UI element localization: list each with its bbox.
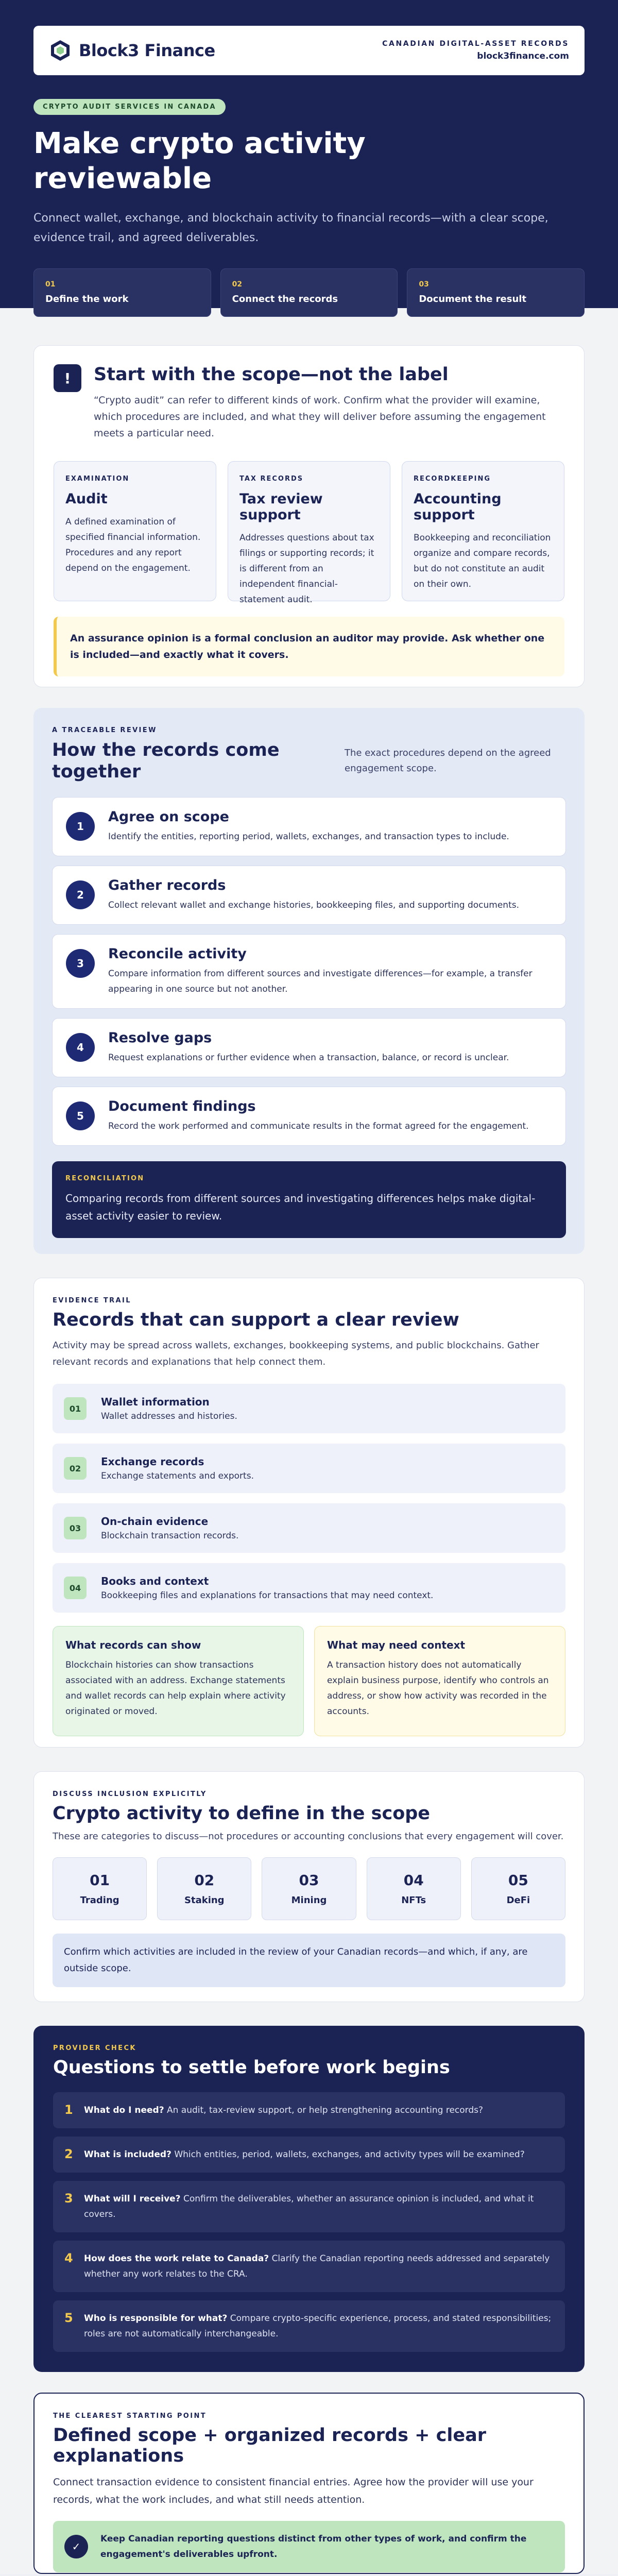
brand-kicker: CANADIAN DIGITAL-ASSET RECORDS bbox=[382, 40, 569, 48]
hero-step-label: Connect the records bbox=[232, 294, 338, 304]
question-text bbox=[84, 2191, 554, 2222]
brand-domain-link[interactable]: block3finance.com bbox=[477, 51, 569, 61]
item-number-badge: 02 bbox=[64, 1457, 87, 1480]
questions-section bbox=[33, 2026, 585, 2372]
question-answer: An audit, tax-review support, or help strengthening accounting records? bbox=[166, 2105, 484, 2115]
hero-steps bbox=[33, 268, 585, 317]
question-answer: Clarify the Canadian reporting needs addressed and separately whether any work relates to the CRA. bbox=[84, 2253, 550, 2279]
step-number-badge: 3 bbox=[66, 949, 95, 978]
activity-name: Staking bbox=[184, 1895, 225, 1906]
question-answer: Which entities, period, wallets, exchanges, and activity types will be examined? bbox=[174, 2149, 525, 2160]
activity-tile-trading bbox=[53, 1857, 147, 1920]
questions-kicker: PROVIDER CHECK bbox=[53, 2044, 136, 2052]
step-title: Resolve gaps bbox=[108, 1030, 212, 1046]
step-body: Request explanations or further evidence when a transaction, balance, or record is unclear. bbox=[108, 1053, 509, 1063]
records-show-title: What records can show bbox=[65, 1639, 201, 1651]
item-number-badge: 01 bbox=[64, 1397, 87, 1420]
process-step bbox=[52, 1018, 566, 1077]
process-step bbox=[52, 797, 566, 856]
records-show-body: Blockchain histories can show transactions associated with an address. Exchange statements and wallet records can help explain where activity originated or moved. bbox=[65, 1660, 286, 1717]
step-number-badge: 4 bbox=[66, 1033, 95, 1062]
activity-name: NFTs bbox=[401, 1895, 426, 1906]
category-title: Tax review support bbox=[239, 491, 323, 523]
summary-highlight-text: Keep Canadian reporting questions distinct from other types of work, and confirm the engagement's deliverables upfront. bbox=[100, 2534, 527, 2560]
category-kicker: EXAMINATION bbox=[65, 475, 130, 483]
question-number: 5 bbox=[64, 2311, 73, 2325]
category-card-tax bbox=[228, 461, 390, 605]
scope-header bbox=[54, 364, 564, 442]
needs-context-body: A transaction history does not automatically explain business purpose, identify who controls an address, or show how activity was recorded in the accounts. bbox=[327, 1660, 549, 1717]
activity-number: 05 bbox=[508, 1872, 528, 1889]
question-text bbox=[84, 2251, 554, 2282]
step-title: Reconcile activity bbox=[108, 946, 247, 962]
evidence-kicker: EVIDENCE TRAIL bbox=[53, 1297, 131, 1304]
step-number-badge: 1 bbox=[66, 812, 95, 841]
question-item bbox=[53, 2241, 565, 2292]
summary-section bbox=[33, 2393, 585, 2574]
evidence-list bbox=[53, 1384, 565, 1613]
evidence-comparison bbox=[53, 1626, 565, 1736]
process-note: The exact procedures depend on the agreed engagement scope. bbox=[345, 748, 551, 774]
activities-intro: These are categories to discuss—not procedures or accounting conclusions that every engagement will cover. bbox=[53, 1831, 564, 1842]
process-section bbox=[33, 708, 585, 1254]
summary-kicker: THE CLEAREST STARTING POINT bbox=[53, 2412, 207, 2420]
item-body: Exchange statements and exports. bbox=[101, 1471, 254, 1481]
reconciliation-kicker: RECONCILIATION bbox=[65, 1175, 145, 1182]
records-show-panel bbox=[53, 1626, 304, 1736]
step-title: Agree on scope bbox=[108, 809, 229, 825]
activity-tiles bbox=[53, 1857, 565, 1920]
question-label: Who is responsible for what? bbox=[84, 2313, 228, 2324]
question-number: 1 bbox=[64, 2103, 73, 2117]
question-item bbox=[53, 2137, 565, 2173]
category-body: Addresses questions about tax filings or supporting records; it is different from an independent financial-statement audit. bbox=[239, 533, 374, 605]
process-step bbox=[52, 934, 566, 1009]
question-answer: Confirm the deliverables, whether an assurance opinion is included, and what it covers. bbox=[84, 2194, 534, 2219]
category-title: Accounting support bbox=[414, 491, 502, 523]
activity-tile-defi bbox=[471, 1857, 565, 1920]
item-title: Exchange records bbox=[101, 1455, 204, 1468]
summary-highlight bbox=[53, 2521, 565, 2572]
questions-list bbox=[53, 2092, 565, 2352]
question-item bbox=[53, 2181, 565, 2232]
question-label: What will I receive? bbox=[84, 2194, 181, 2204]
alert-icon: ! bbox=[54, 364, 81, 392]
process-steps bbox=[52, 797, 566, 1146]
step-body: Identify the entities, reporting period, wallets, exchanges, and transaction types to include. bbox=[108, 832, 509, 842]
process-title: How the records come together bbox=[52, 740, 280, 782]
question-text bbox=[84, 2311, 554, 2342]
step-body: Compare information from different sources and investigate differences—for example, a transfer appearing in one source but not another. bbox=[108, 969, 533, 994]
process-header bbox=[52, 739, 566, 783]
category-kicker: TAX RECORDS bbox=[239, 475, 304, 483]
brand[interactable] bbox=[49, 39, 215, 62]
check-icon: ✓ bbox=[64, 2535, 88, 2558]
hero-step-number: 02 bbox=[232, 280, 243, 289]
brand-name: Block3 Finance bbox=[79, 41, 215, 60]
question-label: How does the work relate to Canada? bbox=[84, 2253, 269, 2264]
question-item bbox=[53, 2092, 565, 2128]
hero-step-2 bbox=[220, 268, 398, 317]
question-number: 4 bbox=[64, 2251, 73, 2265]
list-item bbox=[53, 1563, 565, 1613]
item-body: Bookkeeping files and explanations for transactions that may need context. bbox=[101, 1590, 434, 1601]
step-number-badge: 2 bbox=[66, 880, 95, 909]
activity-number: 03 bbox=[299, 1872, 319, 1889]
category-card-accounting bbox=[402, 461, 564, 601]
scope-intro: “Crypto audit” can refer to different kinds of work. Confirm what the provider will examine, which procedures are included, and what they will deliver before assuming the engagement meets a particular need. bbox=[94, 395, 546, 439]
question-number: 2 bbox=[64, 2147, 73, 2161]
activity-tile-mining bbox=[262, 1857, 356, 1920]
item-number-badge: 03 bbox=[64, 1517, 87, 1539]
list-item bbox=[53, 1503, 565, 1553]
service-pill: CRYPTO AUDIT SERVICES IN CANADA bbox=[33, 99, 226, 115]
hero-step-3 bbox=[407, 268, 585, 317]
category-card-audit bbox=[54, 461, 216, 601]
hero-step-number: 03 bbox=[419, 280, 429, 289]
list-item bbox=[53, 1444, 565, 1493]
question-text bbox=[84, 2147, 525, 2162]
question-label: What is included? bbox=[84, 2149, 171, 2160]
category-body: Bookkeeping and reconciliation organize and compare records, but do not constitute an audit on their own. bbox=[414, 533, 551, 589]
activities-kicker: DISCUSS INCLUSION EXPLICITLY bbox=[53, 1790, 207, 1798]
activity-number: 02 bbox=[194, 1872, 215, 1889]
step-number-badge: 5 bbox=[66, 1101, 95, 1130]
question-item bbox=[53, 2300, 565, 2352]
step-body: Collect relevant wallet and exchange histories, bookkeeping files, and supporting documents. bbox=[108, 900, 520, 910]
item-title: On-chain evidence bbox=[101, 1515, 209, 1528]
hero-subtitle: Connect wallet, exchange, and blockchain activity to financial records—with a clear scope, evidence trail, and agreed deliverables. bbox=[33, 212, 548, 244]
question-label: What do I need? bbox=[84, 2105, 164, 2115]
hero-step-label: Define the work bbox=[45, 294, 129, 304]
step-body: Record the work performed and communicate results in the format agreed for the engagement. bbox=[108, 1121, 529, 1131]
item-body: Wallet addresses and histories. bbox=[101, 1411, 237, 1421]
activities-title: Crypto activity to define in the scope bbox=[53, 1803, 431, 1824]
category-title: Audit bbox=[65, 491, 108, 507]
brand-meta bbox=[382, 40, 569, 61]
process-kicker: A TRACEABLE REVIEW bbox=[52, 726, 157, 734]
evidence-section bbox=[33, 1278, 585, 1748]
question-number: 3 bbox=[64, 2191, 73, 2206]
summary-body: Connect transaction evidence to consistent financial entries. Agree how the provider will use your records, what the work includes, and what still needs attention. bbox=[53, 2477, 534, 2505]
scope-title: Start with the scope—not the label bbox=[94, 364, 449, 385]
activity-name: Trading bbox=[80, 1895, 119, 1906]
category-kicker: RECORDKEEPING bbox=[414, 475, 491, 483]
hero-step-label: Document the result bbox=[419, 294, 527, 304]
questions-title: Questions to settle before work begins bbox=[53, 2057, 450, 2078]
question-answer: Compare crypto-specific experience, process, and stated responsibilities; roles are not automatically interchangeable. bbox=[84, 2313, 552, 2339]
activities-section bbox=[33, 1771, 585, 2002]
evidence-title: Records that can support a clear review bbox=[53, 1310, 459, 1330]
step-title: Document findings bbox=[108, 1098, 256, 1114]
question-text bbox=[84, 2103, 483, 2118]
summary-title: Defined scope + organized records + clear explanations bbox=[53, 2425, 486, 2466]
hero bbox=[0, 0, 618, 308]
item-body: Blockchain transaction records. bbox=[101, 1531, 239, 1541]
activities-note: Confirm which activities are included in the review of your Canadian records—and which, if any, are outside scope. bbox=[53, 1934, 565, 1987]
activity-name: Mining bbox=[291, 1895, 327, 1906]
activity-number: 04 bbox=[403, 1872, 424, 1889]
activity-number: 01 bbox=[90, 1872, 110, 1889]
reconciliation-body: Comparing records from different sources and investigating differences helps make digital-asset activity easier to review. bbox=[65, 1192, 536, 1222]
item-title: Books and context bbox=[101, 1575, 209, 1587]
evidence-intro: Activity may be spread across wallets, exchanges, bookkeeping systems, and public blockchains. Gather relevant records and explanations that help connect them. bbox=[53, 1340, 539, 1367]
needs-context-title: What may need context bbox=[327, 1639, 466, 1651]
hero-step-number: 01 bbox=[45, 280, 56, 289]
process-step bbox=[52, 866, 566, 925]
assurance-callout: An assurance opinion is a formal conclusion an auditor may provide. Ask whether one is included—and exactly what it covers. bbox=[54, 617, 564, 676]
step-title: Gather records bbox=[108, 877, 226, 893]
reconciliation-panel bbox=[52, 1161, 566, 1238]
hero-step-1 bbox=[33, 268, 211, 317]
main-content bbox=[0, 308, 618, 2574]
needs-context-panel bbox=[314, 1626, 565, 1736]
activity-tile-staking bbox=[157, 1857, 251, 1920]
category-body: A defined examination of specified financial information. Procedures and any report depend on the engagement. bbox=[65, 517, 201, 573]
activity-tile-nfts bbox=[367, 1857, 461, 1920]
item-title: Wallet information bbox=[101, 1396, 210, 1408]
item-number-badge: 04 bbox=[64, 1577, 87, 1599]
list-item bbox=[53, 1384, 565, 1433]
process-step bbox=[52, 1087, 566, 1146]
scope-section bbox=[33, 345, 585, 687]
activity-name: DeFi bbox=[506, 1895, 530, 1906]
page-title: Make crypto activity reviewable bbox=[33, 127, 366, 195]
brand-bar bbox=[33, 26, 585, 75]
work-categories bbox=[54, 461, 564, 605]
logo-icon bbox=[49, 39, 72, 62]
